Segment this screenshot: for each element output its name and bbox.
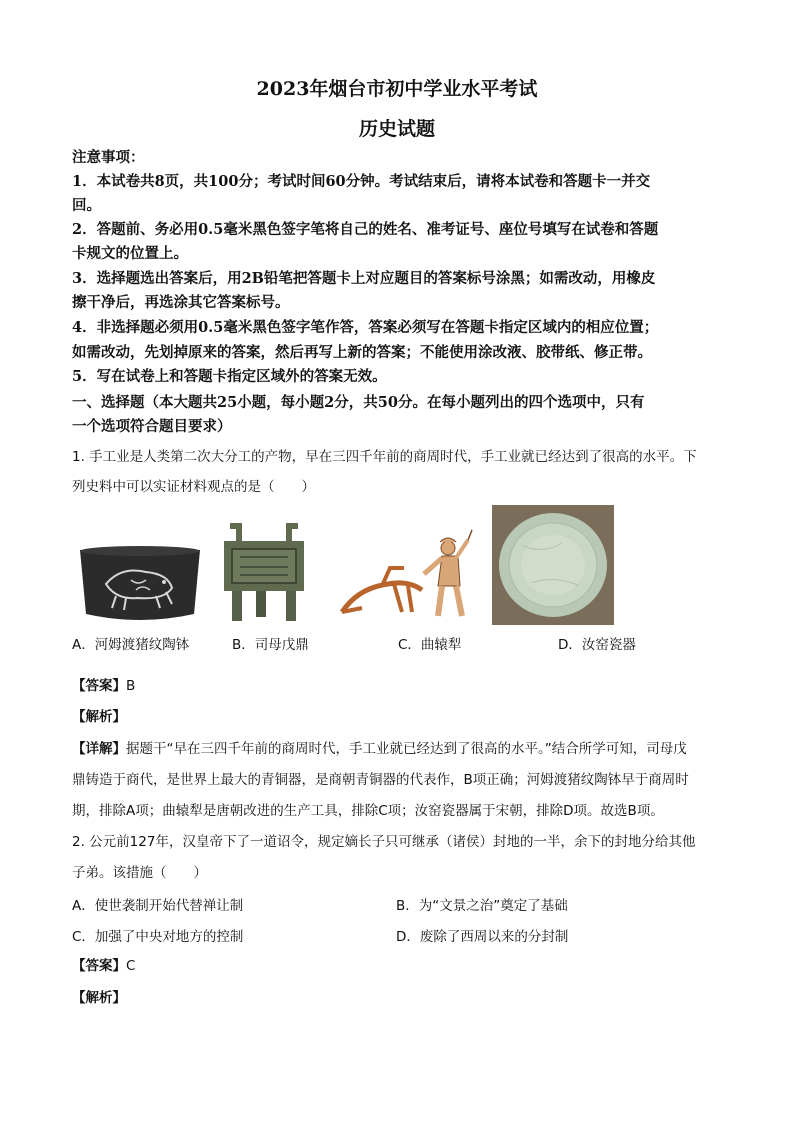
section-heading-cont: 一个选项符合题目要求） (72, 418, 232, 435)
q2-analysis-tag (72, 987, 732, 1009)
q2-option-a: A．使世袭制开始代替禅让制 (72, 898, 244, 914)
answer-tag: 【答案】 (72, 958, 126, 974)
ru-kiln-porcelain-image (492, 505, 614, 625)
q1-stem-cont: 列史料中可以实证材料观点的是（ ） (72, 479, 315, 495)
analysis-tag: 【解析】 (72, 709, 126, 725)
q1-detail-cont: 鼎铸造于商代，是世界上最大的青铜器，是商朝青铜器的代表作，B项正确；河姆渡猪纹陶钵早于商周时 (72, 772, 689, 788)
exam-subtitle: 历史试题 (358, 118, 435, 140)
q1-option-a: A．河姆渡猪纹陶钵 (72, 637, 190, 653)
answer-value: B (126, 678, 136, 694)
q2-option-d: D．废除了西周以来的分封制 (396, 929, 569, 945)
note-line: 1．本试卷共8页，共100分；考试时间60分钟。考试结束后，请将本试卷和答题卡一并交 (72, 173, 651, 190)
note-line: 5．写在试卷上和答题卡指定区域外的答案无效。 (72, 368, 387, 385)
note-line: 4．非选择题必须用0.5毫米黑色签字笔作答，答案必须写在答题卡指定区域内的相应位置； (72, 319, 659, 336)
note-line: 2．答题前、务必用0.5毫米黑色签字笔将自己的姓名、准考证号、座位号填写在试卷和答题 (72, 221, 659, 238)
q1-stem: 1. 手工业是人类第二次大分工的产物，早在三四千年前的商周时代，手工业就已经达到了很高的水平。下 (72, 449, 697, 465)
q1-option-c: C．曲辕犁 (398, 637, 462, 653)
notes-heading: 注意事项： (72, 149, 145, 166)
exam-title: 2023年烟台市初中学业水平考试 (256, 78, 538, 100)
note-line: 擦干净后，再选涂其它答案标号。 (72, 294, 290, 311)
answer-value: C (126, 958, 136, 974)
note-line: 回。 (72, 197, 101, 214)
q2-answer (72, 955, 732, 977)
q1-answer (72, 675, 732, 697)
detail-text: 据题干“早在三四千年前的商周时代，手工业就已经达到了很高的水平。”结合所学可知，司母戊 (126, 741, 687, 757)
note-line: 3．选择题选出答案后，用2B铅笔把答题卡上对应题目的答案标号涂黑；如需改动，用橡皮 (72, 270, 656, 287)
q1-analysis-tag (72, 706, 732, 728)
q1-detail (72, 738, 732, 760)
detail-tag: 【详解】 (72, 741, 126, 757)
q1-detail-cont: 期，排除A项；曲辕犁是唐朝改进的生产工具，排除C项；汝窑瓷器属于宋朝，排除D项。故选B项。 (72, 803, 664, 819)
simuwu-ding-image (220, 515, 308, 623)
q2-stem-cont: 子弟。该措施（ ） (72, 865, 207, 881)
q2-option-c: C．加强了中央对地方的控制 (72, 929, 244, 945)
answer-tag: 【答案】 (72, 678, 126, 694)
curved-plough-image (338, 528, 478, 620)
q1-option-d: D．汝窑瓷器 (558, 637, 636, 653)
note-line: 卡规文的位置上。 (72, 245, 188, 262)
q2-stem: 2. 公元前127年，汉皇帝下了一道诏令，规定嫡长子只可继承（诸侯）封地的一半，余下的封地分给其他 (72, 834, 696, 850)
q2-option-b: B．为“文景之治”奠定了基础 (396, 898, 568, 914)
note-line: 如需改动，先划掉原来的答案，然后再写上新的答案；不能使用涂改液、胶带纸、修正带。 (72, 344, 652, 361)
pig-pottery-bowl-image (76, 544, 204, 624)
analysis-tag: 【解析】 (72, 990, 126, 1006)
section-heading: 一、选择题（本大题共25小题，每小题2分，共50分。在每小题列出的四个选项中，只有 (72, 394, 645, 411)
q1-option-b: B．司母戊鼎 (232, 637, 309, 653)
